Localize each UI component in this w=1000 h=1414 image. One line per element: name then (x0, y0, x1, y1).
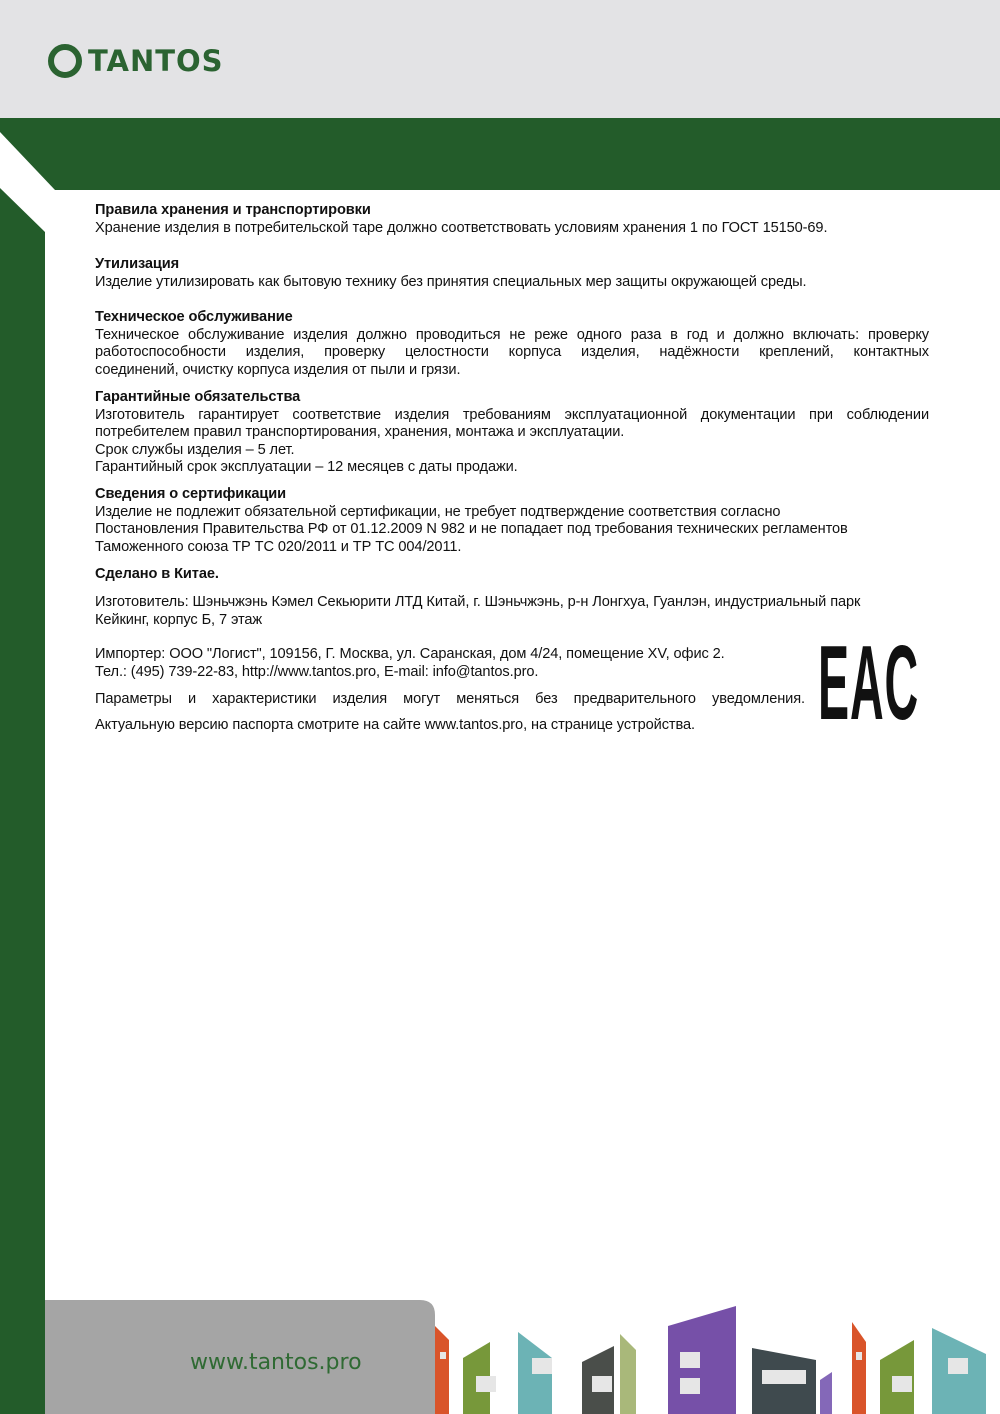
section-text: Таможенного союза ТР ТС 020/2011 и ТР ТС 004/2011. (95, 538, 462, 555)
buildings-illustration (435, 1306, 986, 1414)
section-text: Изделие не подлежит обязательной сертификации, не требует подтверждение соответствия согласно (95, 503, 781, 520)
section-certification (95, 486, 929, 556)
section-text: Хранение изделия в потребительской таре должно соответствовать условиям хранения 1 по ГОСТ 15150-69. (95, 219, 828, 236)
section-text: Постановления Правительства РФ от 01.12.2009 N 982 и не попадает под требования технических регламентов (95, 521, 848, 538)
section-title: Гарантийные обязательства (95, 389, 301, 405)
section-text: потребителем правил транспортирования, хранения, монтажа и эксплуатации. (95, 424, 625, 441)
importer-line: Импортер: ООО "Логист", 109156, Г. Москва, ул. Саранская, дом 4/24, помещение XV, офис 2. (95, 646, 725, 662)
section-title: Техническое обслуживание (95, 309, 293, 325)
manufacturer-line: Кейкинг, корпус Б, 7 этаж (95, 611, 263, 628)
section-disposal (95, 256, 929, 291)
notice-text: Параметры и характеристики изделия могут меняться без предварительного уведомления. (95, 691, 805, 707)
actual-version (95, 717, 929, 735)
section-made-in (95, 566, 929, 584)
section-text: Изготовитель гарантирует соответствие изделия требованиям эксплуатационной документации при соблюдении (95, 406, 929, 423)
tantos-logo-icon (46, 42, 84, 80)
section-text: Изделие утилизировать как бытовую технику без принятия специальных мер защиты окружающей среды. (95, 273, 807, 290)
tantos-logo (46, 42, 224, 80)
section-title: Сведения о сертификации (95, 486, 286, 502)
section-storage (95, 202, 929, 237)
footer-website-link[interactable]: www.tantos.pro (190, 1350, 362, 1375)
eac-mark: EAC (818, 624, 920, 742)
section-title: Сделано в Китае. (95, 566, 219, 582)
notice (95, 691, 805, 709)
section-maintenance (95, 309, 929, 379)
section-text: Гарантийный срок эксплуатации – 12 месяцев с даты продажи. (95, 459, 518, 476)
actual-version-text: Актуальную версию паспорта смотрите на сайте www.tantos.pro, на странице устройства. (95, 717, 695, 733)
section-warranty (95, 389, 929, 477)
section-text: Срок службы изделия – 5 лет. (95, 441, 295, 458)
manufacturer-line: Изготовитель: Шэньчжэнь Кэмел Секьюрити ЛТД Китай, г. Шэньчжэнь, р-н Лонгхуа, Гуанлэн, индустриальный парк (95, 594, 861, 610)
brand-name: TANTOS (88, 44, 224, 78)
section-title: Правила хранения и транспортировки (95, 202, 371, 218)
section-text: Техническое обслуживание изделия должно проводиться не реже одного раза в год и должно включать: проверку (95, 326, 929, 343)
section-text: работоспособности изделия, проверку целостности корпуса изделия, надёжности креплений, контактных (95, 344, 929, 361)
manufacturer-info (95, 594, 929, 629)
section-title: Утилизация (95, 256, 180, 272)
importer-info (95, 646, 775, 681)
section-text: соединений, очистку корпуса изделия от пыли и грязи. (95, 361, 461, 378)
importer-line: Тел.: (495) 739-22-83, http://www.tantos.pro, E-mail: info@tantos.pro. (95, 663, 539, 680)
